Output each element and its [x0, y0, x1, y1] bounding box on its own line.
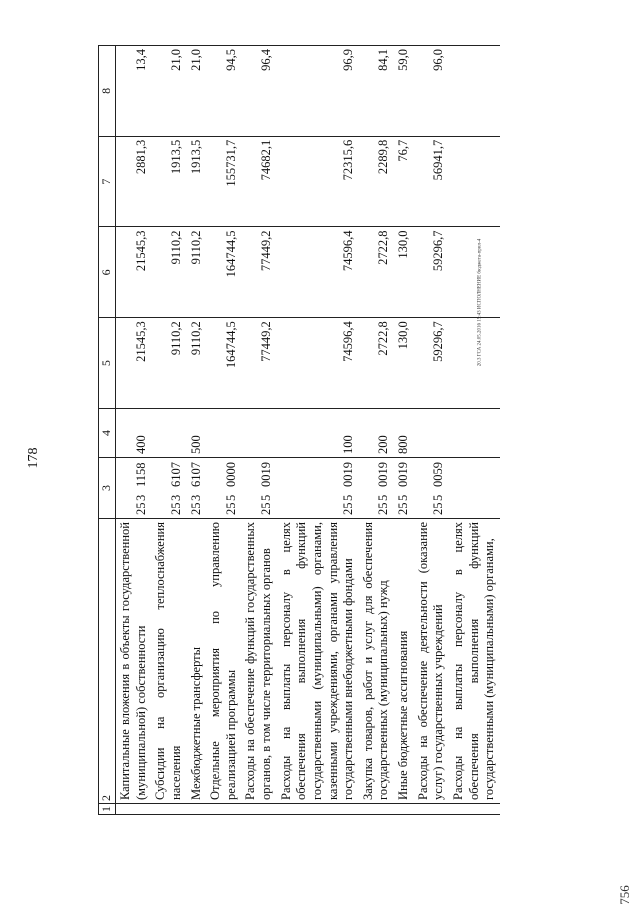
value-c7: [449, 136, 500, 227]
col-1-cell: [206, 804, 241, 815]
row-name: Закупка товаров, работ и услуг для обеспечения государственных (муниципальных) нужд: [359, 519, 394, 804]
value-c8: 59,0: [394, 46, 414, 137]
code-part: 0059: [431, 462, 446, 487]
table-row: [449, 46, 500, 815]
budget-table: [98, 45, 500, 815]
col-1-cell: [394, 804, 414, 815]
table-row: [241, 46, 276, 815]
value-c7: 155731,7: [206, 136, 241, 227]
code-part: 25: [341, 502, 356, 515]
code-part: 0019: [259, 462, 273, 487]
row-name: Расходы на выплаты персоналу в целях обеспечения выполнения функций государственными (муниципальными) органами,: [449, 519, 500, 804]
col-1-cell: [116, 804, 152, 815]
code-part: 0019: [341, 462, 356, 487]
value-c6: 9110,2: [151, 227, 186, 318]
value-c7: 1913,5: [151, 136, 186, 227]
expense-type-cell: 500: [187, 409, 207, 458]
code-part: 5: [396, 494, 410, 501]
col-1-cell: [449, 804, 500, 815]
value-c8: 84,1: [359, 46, 394, 137]
row-name: Капитальные вложения в объекты государственной (муниципальной) собственности: [116, 519, 152, 804]
value-c5: 2722,8: [359, 318, 394, 409]
value-c6: 9110,2: [187, 227, 207, 318]
value-c5: 21545,3: [116, 318, 152, 409]
expense-type-cell: [151, 409, 186, 458]
value-c6: 2722,8: [359, 227, 394, 318]
code-part: 0000: [223, 462, 238, 487]
header-col-2: 2: [99, 519, 116, 804]
table-row: [206, 46, 241, 815]
col-1-cell: [277, 804, 359, 815]
corner-number: 756: [616, 885, 632, 905]
code-part: 25: [376, 502, 391, 515]
footer-code: 20.3 ГСА 24.05.2016 15:43 ИСПОЛНЕНИЕ бюджета-прил-4: [477, 238, 483, 367]
expense-type-cell: 100: [277, 409, 359, 458]
table-row: [116, 46, 152, 815]
code-part: 25: [223, 502, 238, 515]
code-part: 25: [431, 502, 446, 515]
value-c7: 74682,1: [241, 136, 276, 227]
col-1-cell: [414, 804, 449, 815]
value-c5: 9110,2: [187, 318, 207, 409]
code-part: 5: [223, 494, 238, 501]
header-col-5: 5: [99, 318, 116, 409]
table-header-row: [99, 46, 116, 815]
value-c8: 21,0: [151, 46, 186, 137]
col-1-cell: [359, 804, 394, 815]
code-part: 25: [188, 502, 203, 515]
value-c8: 96,0: [414, 46, 449, 137]
col-1-cell: [241, 804, 276, 815]
table-row: [414, 46, 449, 815]
expense-type-cell: [414, 409, 449, 458]
row-name: Субсидии на организацию теплоснабжения населения: [151, 519, 186, 804]
value-c8: 13,4: [116, 46, 152, 137]
table-body: [116, 46, 500, 815]
expense-type-cell: [449, 409, 500, 458]
code-part: 6107: [188, 462, 203, 487]
header-col-3: 3: [99, 458, 116, 519]
expense-type-cell: [206, 409, 241, 458]
value-c7: 76,7: [394, 136, 414, 227]
code-cell: [151, 458, 186, 519]
code-part: 0019: [396, 462, 410, 487]
expense-type-cell: 200: [359, 409, 394, 458]
code-part: 25: [168, 502, 183, 515]
value-c6: 74596,4: [277, 227, 359, 318]
code-cell: [241, 458, 276, 519]
table-row: [394, 46, 414, 815]
code-cell: [277, 458, 359, 519]
row-name: Отдельные мероприятия по управлению реализацией программы: [206, 519, 241, 804]
value-c8: 21,0: [187, 46, 207, 137]
code-part: 25: [259, 502, 273, 515]
table-row: [151, 46, 186, 815]
value-c7: 1913,5: [187, 136, 207, 227]
header-col-8: 8: [99, 46, 116, 137]
value-c5: 164744,5: [206, 318, 241, 409]
table-row: [277, 46, 359, 815]
value-c7: 56941,7: [414, 136, 449, 227]
expense-type-cell: 800: [394, 409, 414, 458]
value-c5: 9110,2: [151, 318, 186, 409]
expense-type-cell: [241, 409, 276, 458]
value-c5: 130,0: [394, 318, 414, 409]
code-part: 6107: [168, 462, 183, 487]
code-part: 5: [431, 494, 446, 501]
code-part: 1158: [133, 462, 148, 487]
code-cell: [206, 458, 241, 519]
value-c6: 77449,2: [241, 227, 276, 318]
value-c6: 21545,3: [116, 227, 152, 318]
code-part: 3: [133, 494, 148, 501]
value-c7: 72315,6: [277, 136, 359, 227]
value-c6: 130,0: [394, 227, 414, 318]
table-row: [359, 46, 394, 815]
code-part: 0019: [376, 462, 391, 487]
col-1-cell: [187, 804, 207, 815]
value-c8: 96,9: [277, 46, 359, 137]
row-name: Расходы на обеспечение функций государственных органов, в том числе территориальных органов: [241, 519, 276, 804]
value-c6: 59296,7: [414, 227, 449, 318]
row-name: Расходы на обеспечение деятельности (оказание услуг) государственных учреждений: [414, 519, 449, 804]
value-c5: 77449,2: [241, 318, 276, 409]
value-c5: [449, 318, 500, 409]
code-part: 5: [376, 494, 391, 501]
expense-type-cell: 400: [116, 409, 152, 458]
header-col-1: 1: [99, 804, 116, 815]
value-c7: 2881,3: [116, 136, 152, 227]
code-part: 5: [259, 494, 273, 501]
code-part: 25: [396, 502, 410, 515]
rotated-table-container: [98, 45, 538, 815]
header-col-7: 7: [99, 136, 116, 227]
value-c5: 59296,7: [414, 318, 449, 409]
code-part: 25: [133, 502, 148, 515]
code-cell: [394, 458, 414, 519]
value-c8: 94,5: [206, 46, 241, 137]
header-col-4: 4: [99, 409, 116, 458]
value-c6: 164744,5: [206, 227, 241, 318]
code-part: 5: [341, 494, 356, 501]
row-name: Межбюджетные трансферты: [187, 519, 207, 804]
code-cell: [359, 458, 394, 519]
value-c8: [449, 46, 500, 137]
value-c8: 96,4: [241, 46, 276, 137]
code-part: 3: [168, 494, 183, 501]
code-part: 3: [188, 494, 203, 501]
code-cell: [116, 458, 152, 519]
page-number: 178: [26, 447, 41, 469]
col-1-cell: [151, 804, 186, 815]
value-c6: [449, 227, 500, 318]
table-row: [187, 46, 207, 815]
header-col-6: 6: [99, 227, 116, 318]
value-c5: 74596,4: [277, 318, 359, 409]
row-name: Иные бюджетные ассигнования: [394, 519, 414, 804]
code-cell: [449, 458, 500, 519]
code-cell: [187, 458, 207, 519]
code-cell: [414, 458, 449, 519]
row-name: Расходы на выплаты персоналу в целях обеспечения выполнения функций государственными (муниципальными) органами, казенными учреждениями, органами управления государственными внебюджетными фондами: [277, 519, 359, 804]
value-c7: 2289,8: [359, 136, 394, 227]
